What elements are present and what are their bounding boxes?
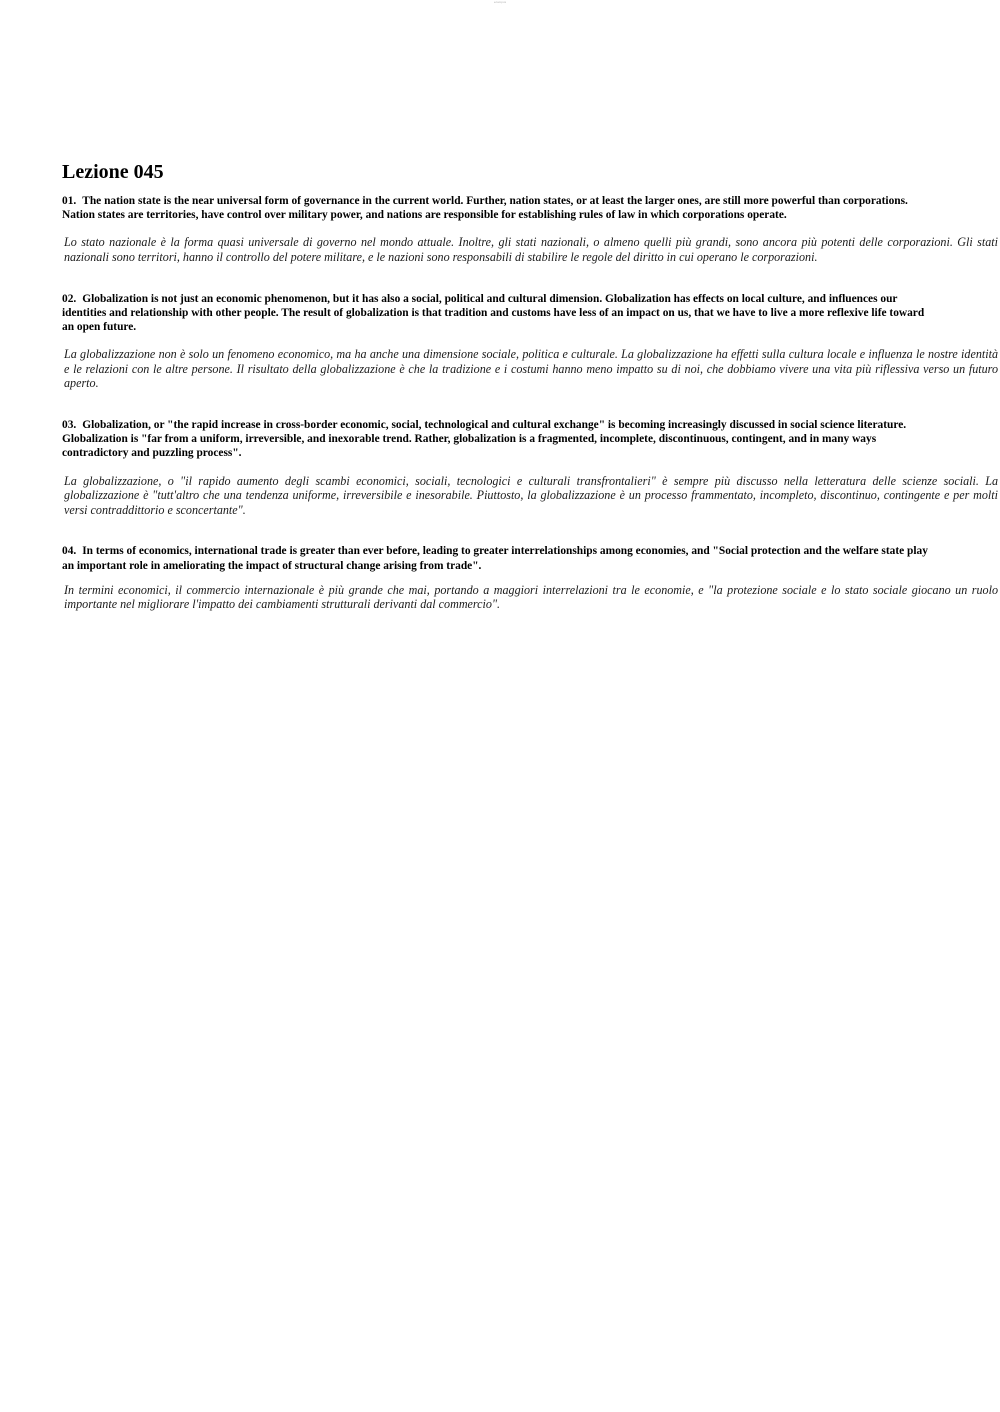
- lesson-title: Lezione 045: [62, 161, 164, 183]
- question-english-text: In terms of economics, international trade is greater than ever before, leading to greater interrelationships among economies, and "Social protection and the welfare state play an important role in ameliorating the impact of structural change arising from trade".: [62, 545, 928, 572]
- question-item: [62, 292, 998, 391]
- page-header-mark: ecampus: [493, 0, 507, 4]
- question-number: 04.: [62, 545, 77, 558]
- question-english-text: Globalization is not just an economic phenomenon, but it has also a social, political and cultural dimension. Globalization has effects on local culture, and influences our identities and relationship with other people. The result of globalization is that tradition and customs have less of an impact on us, that we have to live a more reflexive life toward an open future.: [62, 292, 925, 333]
- question-english: [62, 194, 998, 222]
- question-english-text: Globalization, or "the rapid increase in cross-border economic, social, technological and cultural exchange" is becoming increasingly discussed in social science literature. Globalization is "far from a uniform, irreversible, and inexorable trend. Rather, globalization is a fragmented, incomplete, discontinuous, contingent, and in many ways contradictory and puzzling process".: [62, 418, 907, 460]
- question-item: [62, 544, 998, 612]
- question-item: [62, 418, 998, 517]
- question-number: 01.: [62, 195, 77, 207]
- question-italian: In termini economici, il commercio internazionale è più grande che mai, portando a maggiori interrelazioni tra le economie, e "la protezione sociale e lo stato sociale giocano un ruolo importante nel migliorare l'impatto dei cambiamenti strutturali derivanti dal commercio".: [64, 582, 998, 612]
- question-english: [62, 544, 998, 572]
- question-item: [62, 194, 998, 265]
- lesson-section: [62, 160, 998, 642]
- question-italian: La globalizzazione, o "il rapido aumento degli scambi economici, sociali, tecnologici e culturali transfrontalieri" è sempre più discusso nella letteratura delle scienze sociali. La globalizzazione è "tutt'altro che una tendenza uniforme, irreversibile e inesorabile. Piuttosto, la globalizzazione è un processo frammentato, incompleto, discontinuo, contingente e per molti versi contraddittorio e sconcertante".: [64, 473, 998, 517]
- question-number: 02.: [62, 292, 77, 305]
- question-english-text: The nation state is the near universal form of governance in the current world. Further, nation states, or at least the larger ones, are still more powerful than corporations. Nation states are territories, have control over military power, and nations are responsible for establishing rules of law in which corporations operate.: [62, 195, 908, 222]
- question-english: [62, 418, 998, 461]
- question-number: 03.: [62, 418, 77, 431]
- question-english: [62, 292, 998, 335]
- question-italian: La globalizzazione non è solo un fenomeno economico, ma ha anche una dimensione sociale, politica e culturale. La globalizzazione ha effetti sulla cultura locale e influenza le nostre identità e le relazioni con le altre persone. Il risultato della globalizzazione è che la tradizione e i costumi hanno meno impatto su di noi, che dobbiamo vivere una vita più riflessiva verso un futuro aperto.: [64, 347, 998, 391]
- question-italian: Lo stato nazionale è la forma quasi universale di governo nel mondo attuale. Inoltre, gli stati nazionali, o almeno quelli più grandi, sono ancora più potenti delle corporazioni. Gli stati nazionali sono territori, hanno il controllo del potere militare, e le nazioni sono responsabili di stabilire le regole del diritto in cui operano le corporazioni.: [64, 235, 998, 264]
